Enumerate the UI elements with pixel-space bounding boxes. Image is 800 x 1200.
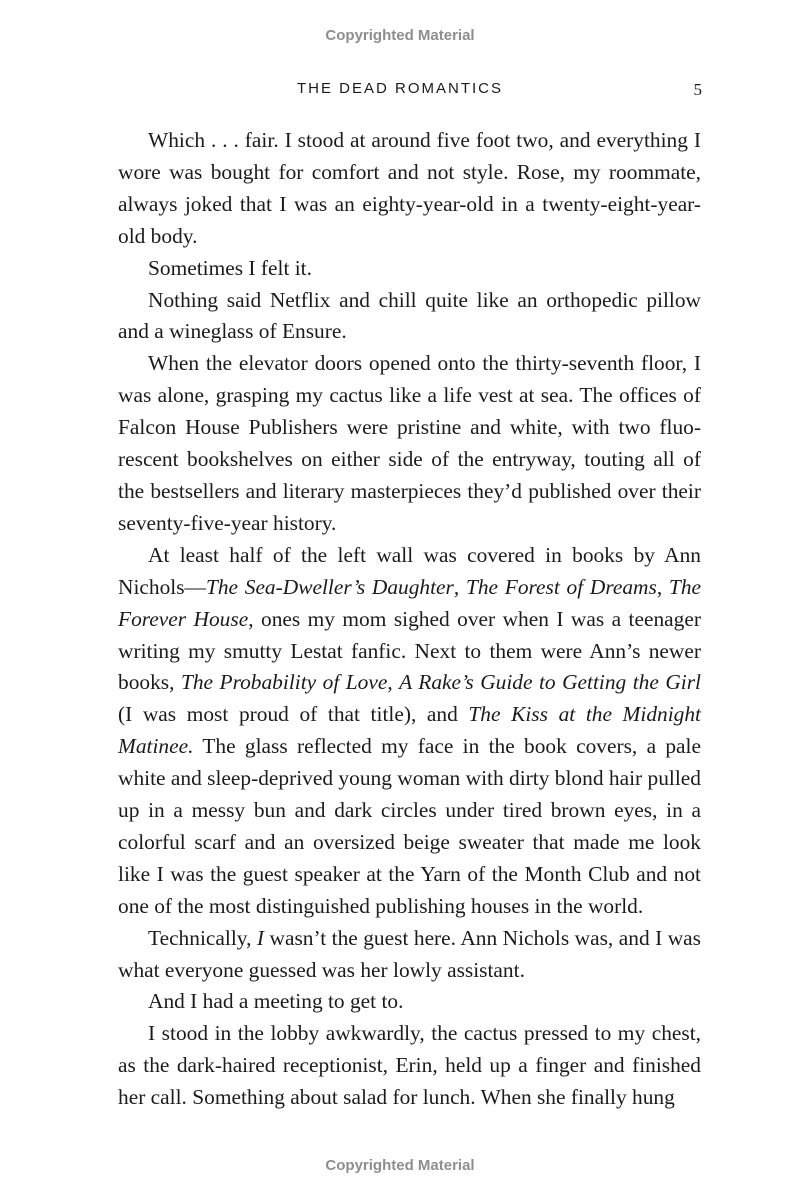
- paragraph: [118, 285, 701, 349]
- italic-book-title: The Sea-Dweller’s Daughter: [205, 574, 454, 599]
- running-header-title: THE DEAD ROMANTICS: [296, 80, 503, 97]
- text-run: (I was most proud of that title), and: [118, 702, 469, 727]
- paragraph: [118, 348, 701, 539]
- text-run: When the elevator doors opened onto the thirty-seventh floor, I was alone, grasping my cactus like a life vest at sea. The offices of Falcon House Publishers were pristine and white, with two fluorescent bookshelves on either side of the entryway, touting all of the bestsellers and literary masterpieces they’d published over their seventy-five-year history.: [118, 351, 701, 535]
- italic-book-title: I: [256, 925, 265, 950]
- copyright-watermark-bottom: Copyrighted Material: [325, 1157, 475, 1174]
- italic-book-title: The Probability of Love: [180, 670, 388, 695]
- copyright-watermark-top: Copyrighted Material: [325, 27, 475, 44]
- paragraph: [118, 986, 701, 1018]
- text-run: Which . . . fair. I stood at around five foot two, and everything I wore was bought for comfort and not style. Rose, my roommate, always joked that I was an eighty-year-old in a twenty-eight-year-old body.: [118, 128, 701, 248]
- text-run: ,: [453, 574, 466, 599]
- italic-book-title: The Forever House: [118, 574, 702, 631]
- text-run: I stood in the lobby awkwardly, the cactus pressed to my chest, as the dark-haired receptionist, Erin, held up a finger and finished her call. Something about salad for lunch. When she finally hung: [118, 1021, 701, 1110]
- paragraph: [118, 923, 701, 987]
- text-run: At least half of the left wall was covered in books by Ann Nichols—: [118, 542, 701, 599]
- text-run: Sometimes I felt it.: [148, 255, 312, 280]
- text-run: Nothing said Netflix and chill quite like an orthopedic pillow and a wineglass of Ensure.: [118, 287, 701, 344]
- paragraph: [118, 125, 701, 253]
- page-number: 5: [693, 80, 702, 99]
- italic-book-title: The Kiss at the Midnight Matinee.: [118, 702, 701, 759]
- page-body-text: [118, 125, 701, 1114]
- text-run: Technically,: [148, 925, 257, 950]
- text-run: ,: [387, 670, 400, 695]
- paragraph: [118, 1018, 701, 1114]
- paragraph: [118, 253, 701, 285]
- text-run: The glass reflected my face in the book covers, a pale white and sleep-deprived young woman with dirty blond hair pulled up in a messy bun and dark circles under tired brown eyes, in a colorful scarf and an oversized beige sweater that made me look like I was the guest speaker at the Yarn of the Month Club and not one of the most distinguished publishing houses in the world.: [118, 734, 701, 918]
- italic-book-title: The Forest of Dreams: [465, 574, 657, 599]
- text-run: ,: [656, 574, 669, 599]
- text-run: And I had a meeting to get to.: [148, 989, 404, 1014]
- paragraph: [118, 540, 701, 923]
- text-run: wasn’t the guest here. Ann Nichols was, and I was what everyone guessed was her lowly assistant.: [118, 925, 701, 982]
- italic-book-title: A Rake’s Guide to Getting the Girl: [399, 670, 701, 695]
- text-run: , ones my mom sighed over when I was a teenager writing my smutty Lestat fanfic. Next to them were Ann’s newer books,: [118, 606, 701, 695]
